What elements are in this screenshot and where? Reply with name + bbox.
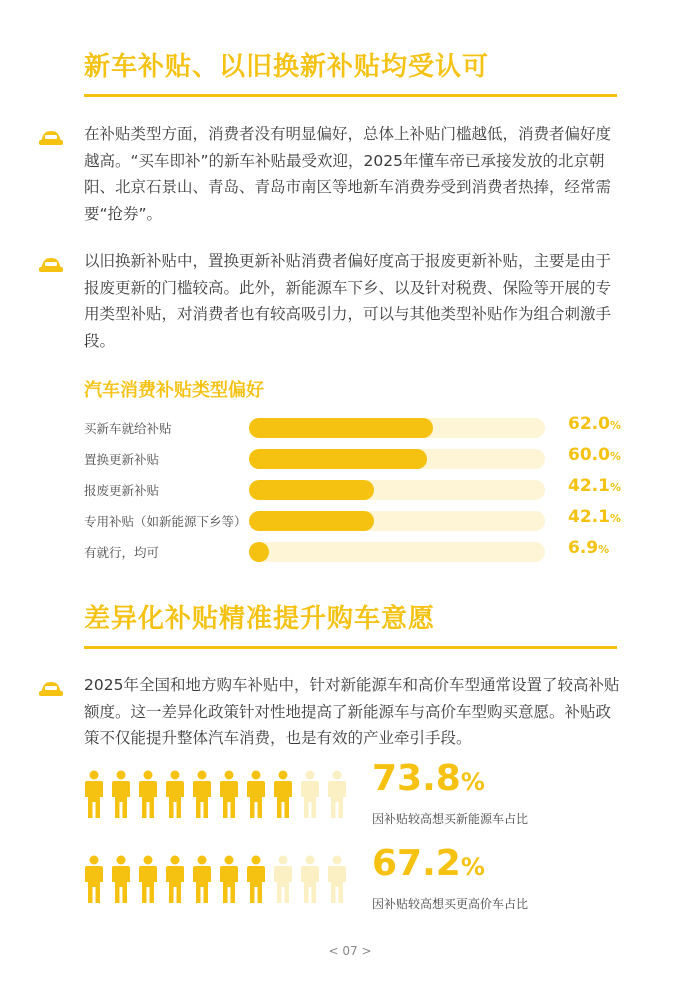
person-icon (85, 856, 103, 904)
bar-value-label: 42.1% (568, 507, 621, 527)
people-pictogram-nev (84, 770, 354, 820)
bar-category-label: 买新车就给补贴 (84, 421, 172, 436)
bar-track (249, 511, 545, 531)
section-title-subsidy-types: 新车补贴、以旧换新补贴均受认可 (84, 52, 490, 82)
person-icon (301, 771, 319, 819)
title-rule (84, 94, 617, 97)
person-icon (220, 856, 238, 904)
bar-value-label: 42.1% (568, 476, 621, 496)
person-icon (328, 771, 346, 819)
bar-row (84, 509, 624, 533)
person-icon (328, 856, 346, 904)
bar-category-label: 有就行，均可 (84, 545, 160, 560)
bar-row (84, 416, 624, 440)
paragraph-new-car-subsidy: 在补贴类型方面，消费者没有明显偏好，总体上补贴门槛越低，消费者偏好度越高。“买车即补”的新车补贴最受欢迎，2025年懂车帝已承接发放的北京朝阳、北京石景山、青岛、青岛市南区等地新车消费券受到消费者热捧，经常需要“抢券”。 (84, 125, 612, 223)
stat-premium-value: 67.2% (372, 843, 485, 884)
bar-track (249, 449, 545, 469)
bar-value-label: 62.0% (568, 414, 621, 434)
person-icon (274, 856, 292, 904)
bar-track (249, 480, 545, 500)
paragraph-trade-in-subsidy: 以旧换新补贴中，置换更新补贴消费者偏好度高于报废更新补贴，主要是由于报废更新的门槛较高。此外，新能源车下乡、以及针对税费、保险等开展的专用类型补贴，对消费者也有较高吸引力，可以与其他类型补贴作为组合刺激手段。 (84, 252, 612, 350)
chart-title: 汽车消费补贴类型偏好 (84, 380, 264, 401)
bar-category-label: 报废更新补贴 (84, 483, 160, 498)
bar-value-label: 6.9% (568, 538, 610, 558)
page-number: < 07 > (328, 944, 372, 958)
person-icon (247, 856, 265, 904)
bar (249, 449, 427, 469)
bar-category-label: 置换更新补贴 (84, 452, 160, 467)
bar (249, 511, 374, 531)
bar-track (249, 542, 545, 562)
bar-row (84, 447, 624, 471)
bar (249, 418, 433, 438)
bar-category-label: 专用补贴（如新能源下乡等） (84, 514, 247, 529)
bar (249, 542, 269, 562)
bar-row (84, 478, 624, 502)
person-icon (220, 771, 238, 819)
person-icon (247, 771, 265, 819)
stat-nev-value: 73.8% (372, 758, 485, 799)
bar-row (84, 540, 624, 564)
person-icon (193, 856, 211, 904)
car-front-icon (38, 129, 64, 149)
person-icon (166, 771, 184, 819)
bar (249, 480, 374, 500)
bar-value-label: 60.0% (568, 445, 621, 465)
title-rule (84, 646, 617, 649)
person-icon (112, 771, 130, 819)
person-icon (274, 771, 292, 819)
person-icon (139, 856, 157, 904)
person-icon (193, 771, 211, 819)
stat-nev-caption: 因补贴较高想买新能源车占比 (372, 812, 529, 826)
people-pictogram-premium (84, 855, 354, 905)
person-icon (166, 856, 184, 904)
person-icon (139, 771, 157, 819)
car-front-icon (38, 256, 64, 276)
section-title-differentiated-subsidy: 差异化补贴精准提升购车意愿 (84, 604, 436, 634)
person-icon (85, 771, 103, 819)
person-icon (301, 856, 319, 904)
stat-premium-caption: 因补贴较高想买更高价车占比 (372, 897, 529, 911)
paragraph-differentiated-subsidy: 2025年全国和地方购车补贴中，针对新能源车和高价车型通常设置了较高补贴额度。这一差异化政策针对性地提高了新能源车与高价车型购买意愿。补贴政策不仅能提升整体汽车消费，也是有效的产业牵引手段。 (84, 676, 620, 747)
bar-track (249, 418, 545, 438)
car-front-icon (38, 680, 64, 700)
person-icon (112, 856, 130, 904)
